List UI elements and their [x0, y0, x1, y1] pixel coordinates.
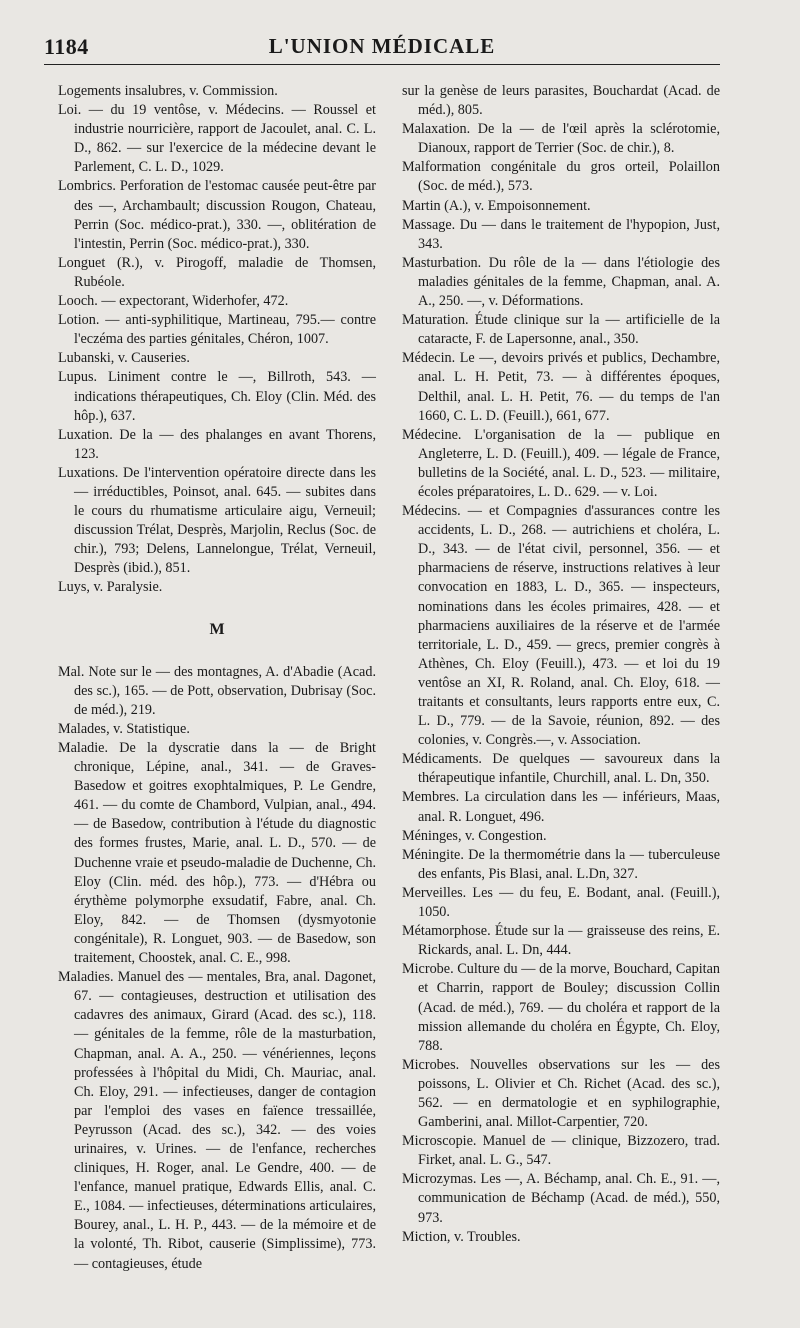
page-number: 1184	[44, 34, 89, 59]
index-entry: Luxations. De l'intervention opératoire directe dans les — irréductibles, Poinsot, anal. 645. — subites dans le cours du rhumatisme articulaire aigu, Verneuil; discussion Trélat, Desprès, Marjolin, Reclus (Soc. de chir.), 793; Delens, Lannelongue, Trélat, Verneuil, Desprès (ibid.), 851.	[58, 464, 376, 577]
index-entry: Masturbation. Du rôle de la — dans l'étiologie des maladies génitales de la femme, Chapman, anal. A. A., 250. —, v. Déformations.	[402, 254, 720, 310]
index-entry: Mal. Note sur le — des montagnes, A. d'Abadie (Acad. des sc.), 165. — de Pott, observation, Dubrisay (Soc. de méd.), 219.	[58, 663, 376, 718]
section-letter: M	[209, 620, 225, 638]
index-entry: Maladie. De la dyscratie dans la — de Bright chronique, Lépine, anal., 341. — de Graves-Basedow et goitres exophtalmiques, P. Le Gendre, 461. — du comte de Chambord, Vulpian, anal., 494. — de Basedow, contribution à l'étude du diagnostic des formes frustes, Marie, anal. L. D., 570. — de Duchenne vraie et pseudo-maladie de Duchenne, Ch. Eloy (Clin. méd. des hôp.), 773. — d'Hébra ou érythème polymorphe exsudatif, Fabre, anal. Ch. Eloy, 842. — de Thomsen (dysmyotonie congénitale), R. Longuet, 903. — de Basedow, son traitement, Choostek, anal. C. E., 998.	[58, 740, 376, 967]
index-entry: Lombrics. Perforation de l'estomac causée peut-être par des —, Archambault; discussion Rougon, Chateau, Perrin (Soc. médico-prat.), 330. —, oblitération de l'intestin, Perrin (Soc. médico-prat.), 330.	[58, 178, 376, 252]
left-column	[58, 82, 376, 1274]
index-entry: Merveilles. Les — du feu, E. Bodant, anal. (Feuill.), 1050.	[402, 884, 720, 921]
running-title: L'UNION MÉDICALE	[268, 34, 496, 58]
page-header	[44, 30, 720, 64]
index-entry: Lupus. Liniment contre le —, Billroth, 543. — indications thérapeutiques, Ch. Eloy (Clin. Méd. des hôp.), 637.	[58, 369, 376, 424]
index-entry: Médecine. L'organisation de la — publique en Angleterre, L. D. (Feuill.), 409. — légale de France, bulletins de la Société, anal. L. D., 523. — militaire, écoles préparatoires, L. D.. 629. — v. Loi.	[402, 426, 720, 500]
index-entry: Microbe. Culture du — de la morve, Bouchard, Capitan et Charrin, rapport de Bouley; discussion Collin (Acad. de méd.), 769. — du choléra et rapport de la mission allemande du choléra en Égypte, Ch. Eloy, 788.	[402, 961, 720, 1054]
index-entry: Membres. La circulation dans les — inférieurs, Maas, anal. R. Longuet, 496.	[402, 789, 720, 825]
index-entry: Médicaments. De quelques — savoureux dans la thérapeutique infantile, Churchill, anal. L. Dn, 350.	[402, 751, 720, 787]
index-entry: sur la genèse de leurs parasites, Bouchardat (Acad. de méd.), 805.	[402, 83, 720, 119]
left-entries-before	[58, 82, 376, 598]
index-entry: Lotion. — anti-syphilitique, Martineau, 795.— contre l'eczéma des parties génitales, Chéron, 1007.	[58, 312, 376, 348]
right-column	[402, 82, 720, 1247]
index-entry: Malaxation. De la — de l'œil après la sclérotomie, Dianoux, rapport de Terrier (Soc. de chir.), 8.	[402, 121, 720, 157]
right-entries	[402, 82, 720, 1247]
index-entry: Looch. — expectorant, Widerhofer, 472.	[58, 293, 289, 310]
index-entry: Méningite. De la thermométrie dans la — tuberculeuse des enfants, Pis Blasi, anal. L.Dn, 327.	[402, 846, 720, 882]
index-entry: Microzymas. Les —, A. Béchamp, anal. Ch. E., 91. —, communication de Béchamp (Acad. de méd.), 550, 973.	[402, 1171, 720, 1226]
index-entry: Malades, v. Statistique.	[58, 720, 190, 737]
index-entry: Méninges, v. Congestion.	[402, 827, 547, 844]
index-entry: Martin (A.), v. Empoisonnement.	[402, 197, 591, 214]
index-entry: Longuet (R.), v. Pirogoff, maladie de Thomsen, Rubéole.	[58, 254, 376, 290]
index-entry: Médecin. Le —, devoirs privés et publics, Dechambre, anal. L. H. Petit, 73. — à différentes époques, Delthil, anal. L. H. Petit, 76. — du temps de l'an 1660, C. L. D. (Feuill.), 661, 677.	[402, 350, 720, 424]
index-entry: Lubanski, v. Causeries.	[58, 350, 190, 367]
left-entries-after	[58, 663, 376, 1274]
index-entry: Massage. Du — dans le traitement de l'hypopion, Just, 343.	[402, 216, 720, 252]
index-entry: Luxation. De la — des phalanges en avant Thorens, 123.	[58, 426, 376, 462]
index-entry: Métamorphose. Étude sur la — graisseuse des reins, E. Rickards, anal. L. Dn, 444.	[402, 923, 720, 959]
index-entry: Microscopie. Manuel de — clinique, Bizzozero, trad. Firket, anal. L. G., 547.	[402, 1133, 720, 1169]
index-entry: Microbes. Nouvelles observations sur les — des poissons, L. Olivier et Ch. Richet (Acad. des sc.), 562. — en dermatologie et en syphilographie, Gamberini, anal. Millot-Carpentier, 720.	[402, 1056, 720, 1131]
index-entry: Maturation. Étude clinique sur la — artificielle de la cataracte, F. de Lapersonne, anal., 350.	[402, 312, 720, 348]
index-entry: Maladies. Manuel des — mentales, Bra, anal. Dagonet, 67. — contagieuses, destruction et utilisation des cadavres des animaux, Girard (Acad. des sc.), 118. — génitales de la femme, rôle de la masturbation, Chapman, anal. A. A., 250. — vénériennes, leçons professées à l'hôpital du Midi, Ch. Mauriac, anal. Ch. Eloy, 291. — infectieuses, danger de contagion par l'emploi des vases en faïence tressaillée, Peyrusson (Acad. des sc.), 342. — des voies urinaires, v. Urines. — de l'enfance, recherches cliniques, H. Roger, anal. Le Gendre, 400. — de l'enfance, manuel pratique, Edwards Ellis, anal. C. E., 1084. — infectieuses, déterminations articulaires, Bourey, anal., L. H. P., 443. — de la mémoire et de la volonté, Th. Ribot, causerie (Simplissime), 773. — contagieuses, étude	[58, 969, 376, 1272]
index-entry: Miction, v. Troubles.	[402, 1228, 521, 1245]
index-entry: Logements insalubres, v. Commission.	[58, 83, 278, 99]
index-entry: Loi. — du 19 ventôse, v. Médecins. — Roussel et industrie nourricière, rapport de Jacoulet, anal. C. L. D., 862. — sur l'exercice de la médecine devant le Parlement, C. L. D., 1029.	[58, 102, 376, 176]
index-entry: Médecins. — et Compagnies d'assurances contre les accidents, L. D., 268. — autrichiens et choléra, L. D., 343. — de l'état civil, personnel, 356. — et pharmaciens de réserve, instructions relatives à leur convocation en 1883, L. D., 365. — inspecteurs, nominations dans les écoles primaires, 428. — et pharmaciens auxiliaires de la réserve et de l'armée territoriale, L. D., 459. — grecs, premier congrès à Athènes, Ch. Eloy (Feuill.), 473. — et loi du 19 ventôse an XI, R. Roland, anal. Ch. Eloy, 618. — traitants et consultants, leurs rapports entre eux, C. L. D., 779. — de la Savoie, réunion, 892. — des colonies, v. Congrès.—, v. Association.	[402, 503, 720, 749]
index-entry: Malformation congénitale du gros orteil, Polaillon (Soc. de méd.), 573.	[402, 159, 720, 195]
header-rule	[44, 64, 720, 65]
index-entry: Luys, v. Paralysie.	[58, 579, 163, 596]
